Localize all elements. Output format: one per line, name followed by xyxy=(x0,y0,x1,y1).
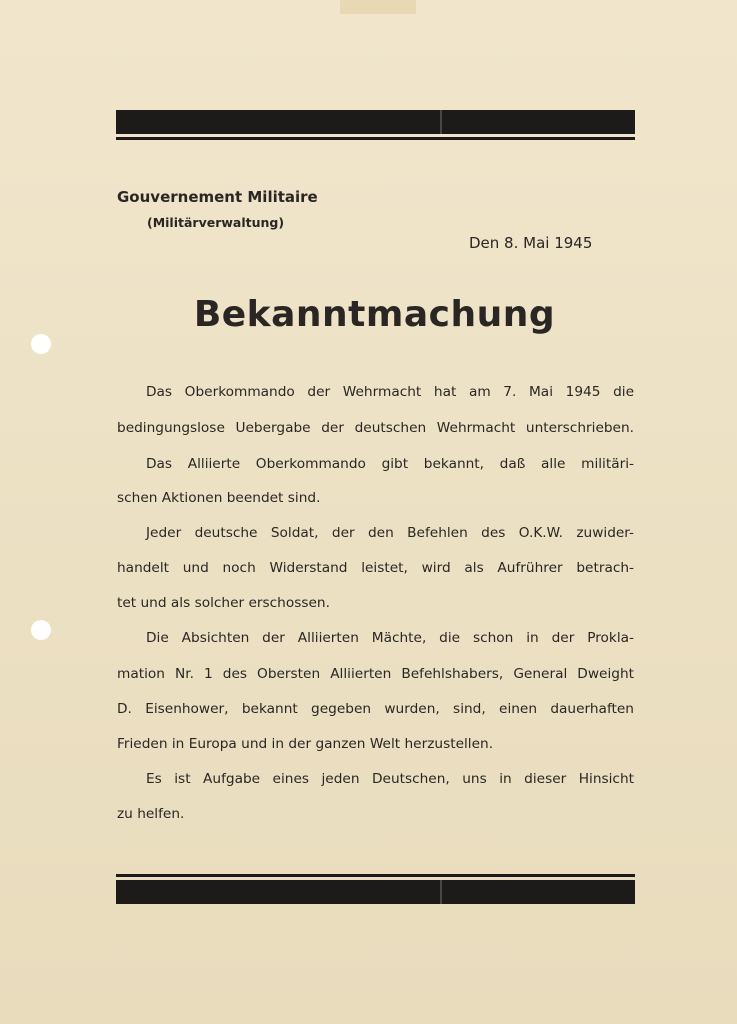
top-thick-bar xyxy=(116,110,635,134)
body-line-10: D. Eisenhower, bekannt gegeben wurden, sind, einen dauerhaften xyxy=(117,701,634,717)
body-line-12: Es ist Aufgabe eines jeden Deutschen, uns in dieser Hinsicht xyxy=(146,771,634,787)
punch-hole-top xyxy=(31,334,51,354)
bottom-rule xyxy=(116,874,635,904)
body-line-5: Jeder deutsche Soldat, der den Befehlen des O.K.W. zuwider- xyxy=(146,525,634,541)
top-bar-seam xyxy=(440,110,442,134)
body-line-3: Das Alliierte Oberkommando gibt bekannt, daß alle militäri- xyxy=(146,456,634,472)
body-line-13: zu helfen. xyxy=(117,806,185,822)
tape-remnant xyxy=(340,0,416,14)
issue-date: Den 8. Mai 1945 xyxy=(469,234,593,252)
body-line-4: schen Aktionen beendet sind. xyxy=(117,490,321,506)
body-line-2: bedingungslose Uebergabe der deutschen Wehrmacht unterschrieben. xyxy=(117,420,634,436)
bottom-bar-seam xyxy=(440,880,442,904)
issuing-authority-subtitle: (Militärverwaltung) xyxy=(147,215,285,230)
body-line-1: Das Oberkommando der Wehrmacht hat am 7. Mai 1945 die xyxy=(146,384,634,400)
body-line-8: Die Absichten der Alliierten Mächte, die schon in der Prokla- xyxy=(146,630,634,646)
body-line-11: Frieden in Europa und in der ganzen Welt herzustellen. xyxy=(117,736,494,752)
body-line-7: tet und als solcher erschossen. xyxy=(117,595,330,611)
body-line-9: mation Nr. 1 des Obersten Alliierten Befehlshabers, General Dweight xyxy=(117,666,634,682)
bottom-thick-bar xyxy=(116,880,635,904)
top-rule xyxy=(116,110,635,140)
page-title: Bekanntmachung xyxy=(193,294,556,335)
punch-hole-bottom xyxy=(31,620,51,640)
issuing-authority: Gouvernement Militaire xyxy=(117,188,318,206)
bottom-thin-line xyxy=(116,874,635,877)
body-line-6: handelt und noch Widerstand leistet, wird als Aufrührer betrach- xyxy=(117,560,634,576)
top-thin-line xyxy=(116,137,635,140)
